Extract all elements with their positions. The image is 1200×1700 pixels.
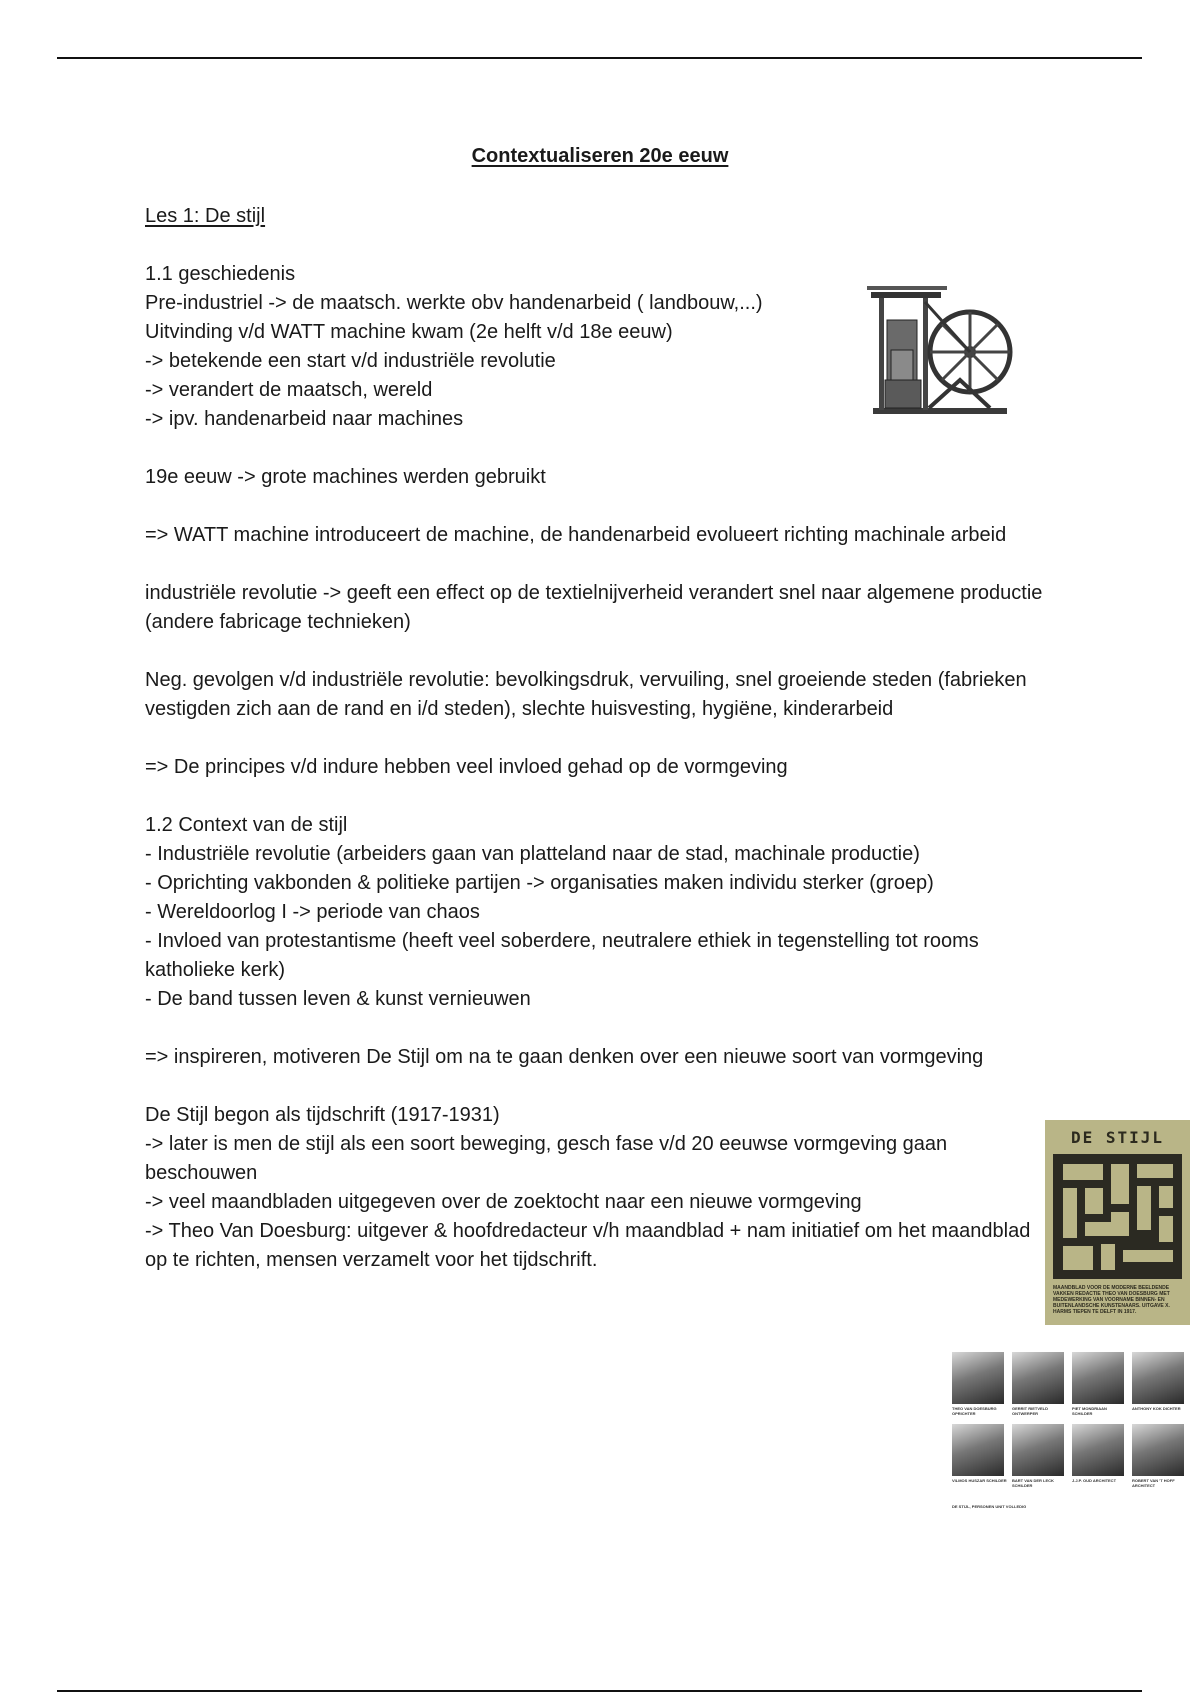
portrait-photo bbox=[1132, 1424, 1184, 1476]
tijdschrift-line: -> later is men de stijl als een soort beweging, gesch fase v/d 20 eeuwse vormgeving gaan beschouwen bbox=[145, 1133, 948, 1184]
lesson-heading: Les 1: De stijl bbox=[145, 205, 266, 227]
portrait-caption: VILMOS HUSZAR SCHILDER bbox=[952, 1478, 1007, 1483]
portrait-photo bbox=[1132, 1352, 1184, 1404]
tijdschrift-line: -> Theo Van Doesburg: uitgever & hoofdredacteur v/h maandblad + nam initiatief om het maandblad op te richten, mensen verzamelt voor het tijdschrift. bbox=[145, 1220, 1031, 1271]
portrait-photo bbox=[952, 1424, 1004, 1476]
paragraph-industriele-revolutie: industriële revolutie -> geeft een effect op de textielnijverheid verandert snel naar algemene productie (andere fabricage technieken) bbox=[145, 582, 1043, 633]
paragraph-negatieve-gevolgen: Neg. gevolgen v/d industriële revolutie: bevolkingsdruk, vervuiling, snel groeiende steden (fabrieken vestigden zich aan de rand en i/d steden), slechte huisvesting, hygiëne, kinderarbeid bbox=[145, 669, 1027, 720]
paragraph-watt: => WATT machine introduceert de machine, de handenarbeid evolueert richting machinale arbeid bbox=[145, 524, 1007, 546]
portrait-photo bbox=[1072, 1424, 1124, 1476]
portrait-photo bbox=[1012, 1424, 1064, 1476]
section-heading-1-2: 1.2 Context van de stijl bbox=[145, 814, 348, 836]
portrait-caption: ANTHONY KOK DICHTER bbox=[1132, 1406, 1181, 1411]
portrait-caption: J.J.P. OUD ARCHITECT bbox=[1072, 1478, 1117, 1483]
tijdschrift-line: -> veel maandbladen uitgegeven over de zoektocht naar een nieuwe vormgeving bbox=[145, 1191, 862, 1213]
document-title: Contextualiseren 20e eeuw bbox=[471, 145, 729, 167]
context-bullet: - Invloed van protestantisme (heeft veel soberdere, neutralere ethiek in tegenstelling tot rooms katholieke kerk) bbox=[145, 930, 979, 981]
history-line: Pre-industriel -> de maatsch. werkte obv handenarbeid ( landbouw,...) bbox=[145, 292, 763, 314]
paragraph-19e-eeuw: 19e eeuw -> grote machines werden gebruikt bbox=[145, 466, 546, 488]
bottom-rule bbox=[57, 1690, 1142, 1692]
paragraph-inspireren: => inspireren, motiveren De Stijl om na te gaan denken over een nieuwe soort van vormgeving bbox=[145, 1046, 984, 1068]
watt-machine-image bbox=[865, 280, 1015, 420]
cover-composition-graphic bbox=[1053, 1154, 1182, 1279]
de-stijl-members-image bbox=[950, 1352, 1190, 1512]
context-bullet: - Wereldoorlog I -> periode van chaos bbox=[145, 901, 480, 923]
portraits-footer: DE STIJL, PERSONEN UNIT VOLLEDIG bbox=[952, 1504, 1027, 1509]
history-line: Uitvinding v/d WATT machine kwam (2e helft v/d 18e eeuw) bbox=[145, 321, 673, 343]
context-bullet: - Industriële revolutie (arbeiders gaan van platteland naar de stad, machinale productie) bbox=[145, 843, 920, 865]
portrait-photo bbox=[1072, 1352, 1124, 1404]
portrait-caption: THEO VAN DOESBURG OPRICHTER bbox=[952, 1406, 997, 1416]
tijdschrift-intro: De Stijl begon als tijdschrift (1917-1931) bbox=[145, 1104, 500, 1126]
history-line: -> ipv. handenarbeid naar machines bbox=[145, 408, 464, 430]
portrait-caption: BART VAN DER LECK SCHILDER bbox=[1012, 1478, 1054, 1488]
portrait-caption: GERRIT RIETVELD ONTWERPER bbox=[1012, 1406, 1049, 1416]
history-line: -> verandert de maatsch, wereld bbox=[145, 379, 433, 401]
context-bullet: - De band tussen leven & kunst vernieuwen bbox=[145, 988, 531, 1010]
section-heading-1-1: 1.1 geschiedenis bbox=[145, 263, 296, 285]
cover-subtitle: MAANDBLAD VOOR DE MODERNE BEELDENDE VAKKEN REDACTIE THEO VAN DOESBURG MET MEDEWERKING VAN VOORNAME BINNEN- EN BUITENLANDSCHE KUNSTENAARS. UITGAVE X. HARMS TIEPEN TE DELFT IN 1917. bbox=[1053, 1285, 1170, 1315]
context-bullet: - Oprichting vakbonden & politieke partijen -> organisaties maken individu sterker (groep) bbox=[145, 872, 934, 894]
portrait-caption: ROBERT VAN 'T HOFF ARCHITECT bbox=[1132, 1478, 1175, 1488]
portrait-caption: PIET MONDRIAAN SCHILDER bbox=[1072, 1406, 1107, 1416]
top-rule bbox=[57, 57, 1142, 59]
de-stijl-cover-image bbox=[1045, 1120, 1190, 1325]
paragraph-principes: => De principes v/d indure hebben veel invloed gehad op de vormgeving bbox=[145, 756, 788, 778]
portrait-photo bbox=[1012, 1352, 1064, 1404]
cover-logo: DE STIJL bbox=[1070, 1128, 1165, 1147]
portrait-photo bbox=[952, 1352, 1004, 1404]
history-line: -> betekende een start v/d industriële revolutie bbox=[145, 350, 556, 372]
